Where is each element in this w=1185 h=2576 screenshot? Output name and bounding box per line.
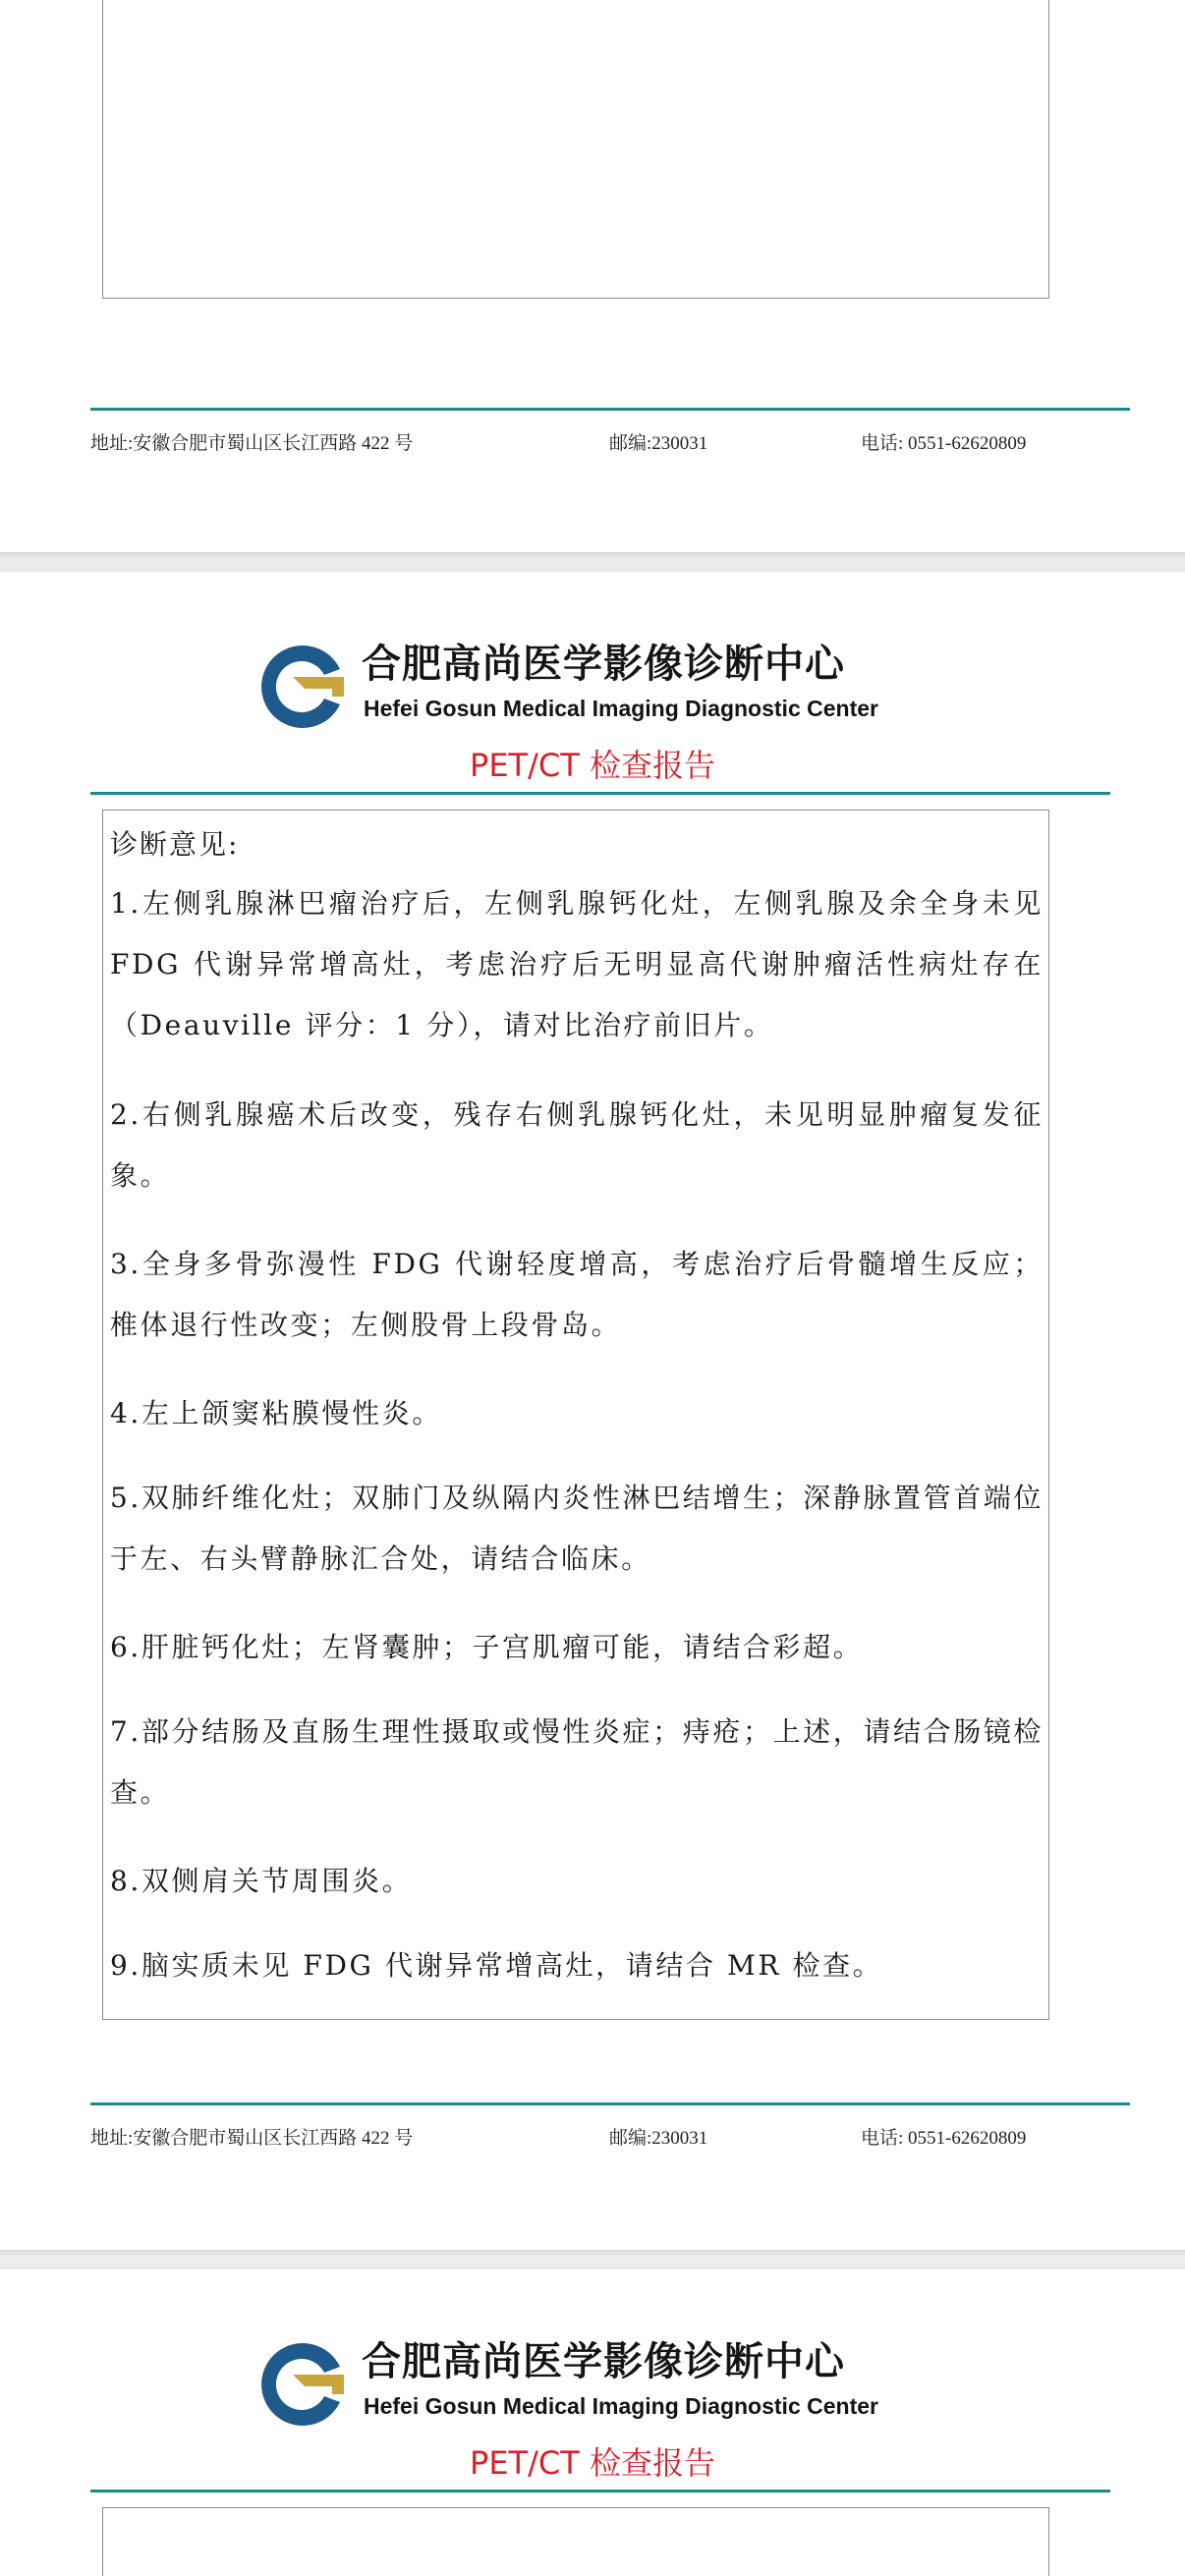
page2-footer-address: 地址:安徽合肥市蜀山区长江西路 422 号	[90, 2128, 414, 2149]
report-page-2	[0, 572, 1185, 2250]
center-name-cn: 合肥高尚医学影像诊断中心	[362, 2339, 845, 2384]
diagnosis-item-6: 6.肝脏钙化灶；左肾囊肿；子宫肌瘤可能，请结合彩超。	[110, 1631, 864, 1663]
center-name-cn: 合肥高尚医学影像诊断中心	[362, 642, 845, 687]
diagnosis-item-4: 4.左上颌窦粘膜慢性炎。	[110, 1397, 442, 1429]
center-name-en: Hefei Gosun Medical Imaging Diagnostic Center	[364, 696, 878, 721]
page1-footer-address: 地址:安徽合肥市蜀山区长江西路 422 号	[90, 433, 414, 454]
gosun-logo-icon	[254, 2337, 348, 2432]
page1-content-box	[102, 0, 1049, 299]
report-page-3	[0, 2269, 1185, 2576]
report-page-1	[0, 0, 1185, 552]
center-name-en: Hefei Gosun Medical Imaging Diagnostic Center	[364, 2393, 878, 2419]
diagnosis-item-8: 8.双侧肩关节周围炎。	[110, 1865, 413, 1897]
diagnosis-item-7: 7.部分结肠及直肠生理性摄取或慢性炎症；痔疮；上述，请结合肠镜检查。	[110, 1715, 1044, 1809]
page2-footer-postcode: 邮编:230031	[609, 2128, 708, 2149]
report-title: PET/CT 检查报告	[470, 747, 715, 784]
report-title: PET/CT 检查报告	[470, 2444, 715, 2482]
page2-footer-phone: 电话: 0551-62620809	[861, 2128, 1027, 2149]
diagnosis-item-3: 3.全身多骨弥漫性 FDG 代谢轻度增高，考虑治疗后骨髓增生反应；椎体退行性改变；左侧股骨上段骨岛。	[110, 1248, 1044, 1341]
page3-content-box	[102, 2507, 1049, 2576]
diagnosis-item-5: 5.双肺纤维化灶；双肺门及纵隔内炎性淋巴结增生；深静脉置管首端位于左、右头臂静脉汇合处，请结合临床。	[110, 1482, 1044, 1575]
diagnosis-item-2: 2.右侧乳腺癌术后改变，残存右侧乳腺钙化灶，未见明显肿瘤复发征象。	[110, 1098, 1044, 1192]
page-gap-1	[0, 552, 1185, 572]
page1-footer-phone: 电话: 0551-62620809	[861, 433, 1027, 454]
diagnosis-item-1: 1.左侧乳腺淋巴瘤治疗后，左侧乳腺钙化灶，左侧乳腺及余全身未见 FDG 代谢异常增高灶，考虑治疗后无明显高代谢肿瘤活性病灶存在（Deauville 评分：1 分），请对比治疗前旧片。	[110, 887, 1044, 1041]
page-gap-2	[0, 2250, 1185, 2269]
diagnosis-item-9: 9.脑实质未见 FDG 代谢异常增高灶，请结合 MR 检查。	[110, 1949, 883, 1982]
page2-footer-rule	[90, 2102, 1130, 2105]
header-rule	[90, 2490, 1110, 2492]
page1-footer-postcode: 邮编:230031	[609, 433, 708, 454]
gosun-logo-icon	[254, 640, 348, 734]
page1-footer-rule	[90, 408, 1130, 411]
header-rule	[90, 792, 1110, 795]
diagnosis-heading: 诊断意见:	[110, 828, 240, 861]
